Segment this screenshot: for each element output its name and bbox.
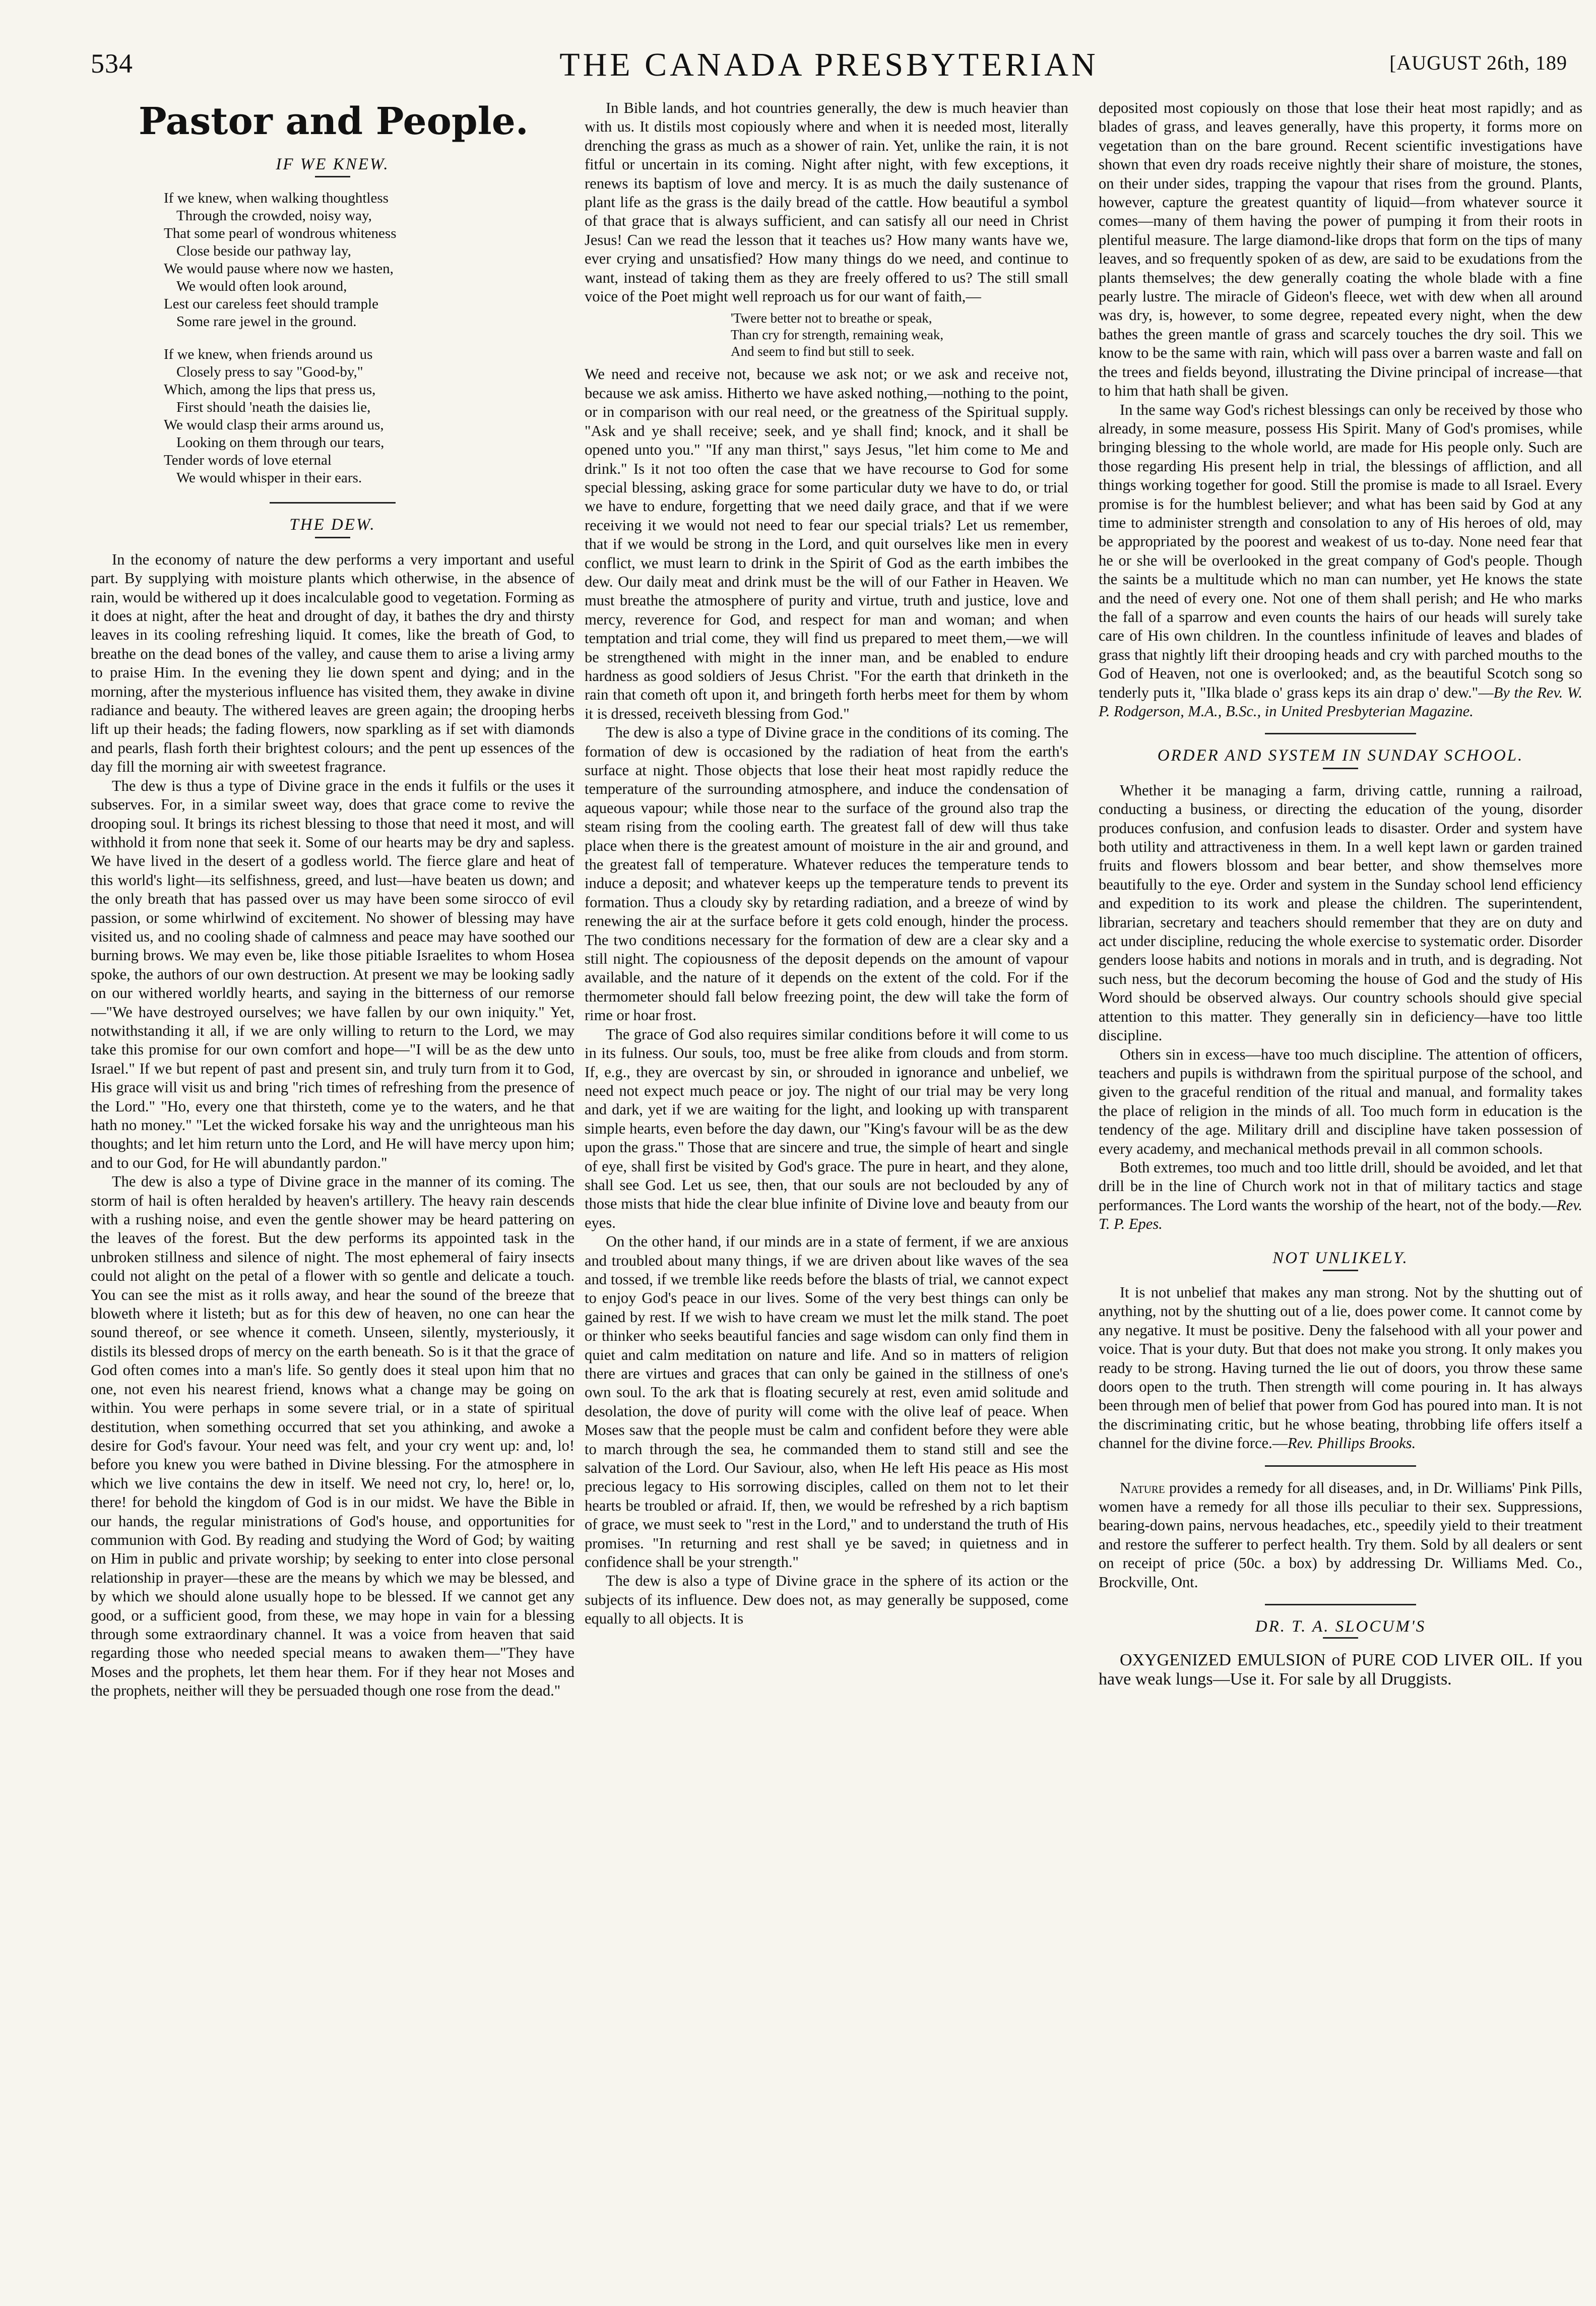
column-3 bbox=[1099, 99, 1582, 2281]
page-number: 534 bbox=[91, 48, 133, 79]
section-rule bbox=[1265, 1465, 1416, 1467]
advertisement: OXYGENIZED EMULSION of PURE COD LIVER OIL. If you have weak lungs—Use it. For sale by all Druggists. bbox=[1099, 1651, 1582, 1689]
quote-line: 'Twere better not to breathe or speak, bbox=[731, 310, 932, 326]
poem-line: Lest our careless feet should trample bbox=[164, 296, 378, 313]
issue-date: [AUGUST 26th, 189 bbox=[1389, 51, 1567, 74]
title-rule bbox=[1323, 1270, 1358, 1271]
poem-line: If we knew, when walking thoughtless bbox=[164, 190, 389, 207]
title-rule bbox=[315, 537, 350, 538]
poem-line: We would whisper in their ears. bbox=[176, 470, 362, 486]
poem-stanza bbox=[91, 190, 574, 331]
poem-line: If we knew, when friends around us bbox=[164, 346, 373, 363]
body-paragraph bbox=[1099, 401, 1582, 721]
article-title: NOT UNLIKELY. bbox=[1272, 1249, 1409, 1267]
byline: Rev. Phillips Brooks. bbox=[1288, 1435, 1416, 1452]
column-2 bbox=[585, 99, 1068, 1629]
body-paragraph: The grace of God also requires similar conditions before it will come to us in its fulness. Our souls, too, must be free alike from clouds and from storm. If, e.g., they are overcast by sin, or shrouded in ignorance and unbelief, we need not expect much peace or joy. The night of our trial may be very long and dark, yet if we are waiting for the light, and looking up with transparent simple hearts, even before the day dawn, our "King's favour will be as the dew upon the grass." Those that are sincere and true, the simple of heart and single of eye, shall first be visited by God's grace. The pure in heart, and they alone, shall see God. Let us see, then, that our souls are not beclouded by any of those mists that hide the clear blue infinite of Divine love and beauty from our eyes. bbox=[585, 1025, 1068, 1231]
body-paragraph: We need and receive not, because we ask not; or we ask and receive not, because we ask amiss. Hitherto we have asked nothing,—nothing to the point, or in comparison with our real need, or the greatness of the Spiritual supply. "Ask and ye shall receive; seek, and ye shall find; knock, and it shall be opened unto you." "If any man thirst," says Jesus, "let him come to Me and drink." Is it not too often the case that we have recourse to God for some special blessing, asking grace for some particular duty we have to do, or trial we have to endure, forgetting that we need daily grace, and that if we were receiving it we would not need to fear our special trials? Let us remember, that if we would be strong in the Lord, and quit ourselves like men in every conflict, we must learn to drink in the Spirit of God as the earth imbibes the dew. Our daily meat and drink must be the will of our Father in Heaven. We must breathe the atmosphere of purity and virtue, truth and justice, love and mercy, reverence for God, and respect for man and woman; and when temptation and trial come, they will find us prepared to meet them,—we will be strengthened with might in the inner man, and be enabled to endure hardness as good soldiers of Jesus Christ. "For the earth that drinketh in the rain that cometh oft upon it, and bringeth forth herbs meet for them by whom it is dressed, receiveth blessing from God." bbox=[585, 365, 1068, 722]
poem bbox=[91, 190, 574, 487]
journal-title: THE CANADA PRESBYTERIAN bbox=[559, 46, 1099, 83]
poem-line: Some rare jewel in the ground. bbox=[176, 314, 357, 330]
article-title: ORDER AND SYSTEM IN SUNDAY SCHOOL. bbox=[1157, 746, 1524, 765]
section-rule bbox=[270, 502, 396, 504]
body-paragraph: On the other hand, if our minds are in a state of ferment, if we are anxious and troubled about many things, if we are driven about like waves of the sea and tossed, if we tremble like reeds before the blasts of trial, we cannot expect to enjoy God's peace in our lives. Some of the very best things can only be gained by rest. If we wish to have cream we must let the milk stand. The poet or thinker who seeks beautiful fancies and sage wisdom can only find them in quiet and calm meditation on nature and life. And so in matters of religion there are virtues and graces that can only be gained in the stillness of one's own soul. To the ark that is floating securely at rest, even amid solitude and desolation, the dove of purity will come with the olive leaf of peace. When Moses saw that the people must be calm and confident before they were able to march through the sea, he commanded them to stand still and see the salvation of the Lord. Our Saviour, also, when He left His peace as His most precious legacy to His sorrowing disciples, called on them not to let their hearts be troubled or afraid. If, then, we would be refreshed by a rich baptism of grace, we must seek to "rest in the Lord," and to understand the truth of His promises. "In returning and rest shall ye be saved; in quietness and in confidence shall be your strength." bbox=[585, 1233, 1068, 1571]
poem-line: First should 'neath the daisies lie, bbox=[176, 399, 371, 416]
poem-title: IF WE KNEW. bbox=[276, 155, 390, 173]
body-paragraph: The dew is also a type of Divine grace in the sphere of its action or the subjects of its influence. Dew does not, as may generally be supposed, come equally to all objects. It is bbox=[585, 1572, 1068, 1628]
body-paragraph: deposited most copiously on those that lose their heat most rapidly; and as blades of grass, and leaves generally, have this property, it forms more on vegetation than on the bare ground. Recent scientific investigations have shown that even dry roads receive nightly their share of moisture, the stones, on their under sides, trapping the vapour that rises from the ground. Plants, however, capture the greatest quantity of liquid—from whatever source it comes—many of them having the power of pumping it from their roots in plentiful measure. The large diamond-like drops that form on the tips of many leaves, and so frequently spoken of as dew, are said to be exudations from the plants themselves; the dew generally coating the whole blade with a fine pearly lustre. The miracle of Gideon's fleece, wet with dew when all around was dry, is, however, to some degree, repeated every night, when the dew bathes the green mantle of grass and scarcely touches the dry soil. This we know to be the same with rain, which will pass over a barren waste and fall on the trees and fields beyond, illustrating the Divine principal of increase—that to him that hath shall be given. bbox=[1099, 99, 1582, 400]
poem-line: Which, among the lips that press us, bbox=[164, 382, 376, 398]
poem-line: We would often look around, bbox=[176, 278, 347, 295]
verse-quote bbox=[731, 310, 1068, 360]
article-title: THE DEW. bbox=[289, 516, 376, 534]
poem-line: Tender words of love eternal bbox=[164, 452, 332, 469]
masthead bbox=[91, 48, 1567, 83]
body-paragraph: In the economy of nature the dew performs a very important and useful part. By supplying with moisture plants which otherwise, in the absence of rain, would be withered up it does incalculable good to vegetation. Forming as it does at night, after the heat and drought of day, it bathes the dry and thirsty leaves in its cooling refreshing liquid. It comes, like the breath of God, to breathe on the dead bones of the valley, and cause them to arise a living army to praise Him. In the evening they lie down spent and dying; and in the morning, after the mysterious influence has visited them, they awake in divine radiance and beauty. The withered leaves are green again; the drooping herbs lift up their heads; the fading flowers, now sparkling as if set with diamonds and pearls, flash forth their brightest colours; and the pent up essences of the day fill the morning air with sweetest fragrance. bbox=[91, 550, 574, 776]
column-1 bbox=[91, 99, 574, 1701]
department-heading: Pastor and People. bbox=[139, 100, 529, 143]
body-paragraph: In Bible lands, and hot countries generally, the dew is much heavier than with us. It distils most copiously where and when it is needed most, literally drenching the grass as much as a shower of rain. Yet, unlike the rain, it is not fitful or uncertain in its coming. Night after night, with few exceptions, it renews its baptism of love and mercy. It is as much the daily sustenance of plant life as the grass is the daily bread of the cattle. How beautiful a symbol of that grace that is always sufficient, and can satisfy all our need in Christ Jesus! Can we read the lesson that it teaches us? How many wants have we, ever crying and unsatisfied? How many things do we need, and continue to want, instead of taking them as they are freely offered to us? The still small voice of the Poet might well reproach us for our want of faith,— bbox=[585, 99, 1068, 305]
body-paragraph: The dew is also a type of Divine grace in the conditions of its coming. The formation of dew is occasioned by the radiation of heat from the earth's surface at night. Those objects that lose their heat most rapidly reduce the temperature of the surrounding atmosphere, and induce the condensation of aqueous vapour; while those near to the surface of the ground also trap the steam rising from the cooling earth. The greatest fall of dew will thus take place when there is the greatest amount of moisture in the air and ground, and the greatest fall of temperature. Whatever reduces the temperature tends to induce a deposit; and whatever keeps up the temperature tends to prevent its formation. Thus a cloudy sky by retarding radiation, and a breeze of wind by renewing the air at the surface before it gets cold enough, hinder the process. The two conditions necessary for the formation of dew are a clear sky and a still night. The copiousness of the deposit depends on the amount of vapour available, and the nature of it depends on the extent of the cold. For if the thermometer should fall below freezing point, the dew will take the form of rime or hoar frost. bbox=[585, 724, 1068, 1024]
poem-line: We would pause where now we hasten, bbox=[164, 261, 394, 277]
section-rule bbox=[1265, 1604, 1416, 1605]
poem-line: Looking on them through our tears, bbox=[176, 434, 385, 451]
title-rule bbox=[315, 176, 350, 177]
poem-line: Close beside our pathway lay, bbox=[176, 243, 351, 260]
poem-line: That some pearl of wondrous whiteness bbox=[164, 225, 397, 242]
poem-line: Through the crowded, noisy way, bbox=[176, 208, 372, 224]
body-paragraph: Others sin in excess—have too much discipline. The attention of officers, teachers and pupils is withdrawn from the spiritual purpose of the school, and given to the graceful rendition of the ritual and manual, and formality takes the place of religion in the minds of all. Too much form in education is the tendency of the age. Military drill and discipline have taken possession of every academy, and mechanical methods prevail in all common schools. bbox=[1099, 1045, 1582, 1157]
body-paragraph: The dew is also a type of Divine grace in the manner of its coming. The storm of hail is often heralded by heaven's artillery. The heavy rain descends with a rushing noise, and even the gentle shower may be heard pattering on the leaves of the forest. But the dew performs its appointed task in the unbroken stillness and silence of night. The most ephemeral of fairy insects could not alight on the petal of a flower with so gentle and delicate a touch. You can see the mist as it rolls away, and hear the sound of the breeze that bloweth where it listeth; but as for this dew of heaven, no one can hear the sound thereof, or see whence it cometh. Unseen, silently, mysteriously, it distils its blessed drops of mercy on the earth beneath. So is it that the grace of God often comes into a man's life. So gently does it steal upon him that no one, not even his nearest friend, knows what a change may be going on within. You were perhaps in some severe trial, or in a state of spiritual destitution, when something occurred that set you athinking, and awoke a desire for God's favour. Your need was felt, and your cry went up: and, lo! before you knew you were bathed in Divine blessing. For the atmosphere in which we live contains the dew in itself. We need not cry, lo, here! or, lo, there! for behold the kingdom of God is in our midst. We have the Bible in our hands, the regular ministrations of God's house, and opportunities for communion with God. By reading and studying the Word of God; by waiting on Him in public and private worship; by seeking to enter into close personal relationship in prayer—these are the means by which we may be blessed, and by which we should alone usually hope to be blessed. If we cannot get any good, or a sufficient good, from these, we may hope in vain for a blessing through some extraordinary channel. It was a voice from heaven that said regarding those who needed special means to awaken them—"They have Moses and the prophets, let them hear them. For if they hear not Moses and the prophets, neither will they be persuaded though one rose from the dead." bbox=[91, 1173, 574, 1700]
body-paragraph bbox=[1099, 1158, 1582, 1234]
paragraph-text: Both extremes, too much and too little drill, should be avoided, and let that drill be in the line of Church work not in that of military tactics and stage performances. The Lord wants the worship of the heart, not of the body.— bbox=[1099, 1158, 1582, 1214]
title-rule bbox=[1323, 1637, 1358, 1639]
poem-line: Closely press to say "Good-by," bbox=[176, 364, 363, 381]
paragraph-text: It is not unbelief that makes any man strong. Not by the shutting out of anything, not by the shutting out of a lie, does power come. It cannot come by any negative. It must be positive. Deny the falsehood with all your power and voice. That is your duty. But that does not make you strong. It only makes you ready to be strong. Having turned the lie out of doors, you throw these same doors open to the truth. Then strength will come pouring in. It has always been through men of belief that power from God has poured into man. It is not the discriminating critic, but he whose beating, throbbing life offers itself a channel for the divine force.— bbox=[1099, 1283, 1582, 1452]
quote-line: And seem to find but still to seek. bbox=[731, 344, 915, 359]
body-paragraph bbox=[1099, 1283, 1582, 1453]
body-paragraph: Whether it be managing a farm, driving cattle, running a railroad, conducting a business, or directing the education of the young, disorder produces confusion, and confusion leads to disaster. Order and system have both utility and attractiveness in them. In a well kept lawn or garden trained fruits and flowers blossom and bear better, and show themselves more beautifully to the eye. Order and system in the Sunday school lend efficiency and expedition to its work and please the children. The superintendent, librarian, secretary and teachers should remember that they are on duty and act under discipline, reducing the whole exercise to systematic order. Disorder genders loose habits and notions in morals and in truth, and is degrading. Not such ness, but the decorum becoming the house of God and the study of His Word should be observed always. Our country schools should give special attention to this matter. They generally sin in deficiency—have too little discipline. bbox=[1099, 781, 1582, 1044]
title-rule bbox=[1323, 768, 1358, 769]
ad-lead-word: Nature bbox=[1120, 1479, 1165, 1497]
ad-heading: DR. T. A. SLOCUM'S bbox=[1255, 1617, 1426, 1636]
ad-text: provides a remedy for all diseases, and, in Dr. Williams' Pink Pills, women have a remedy for all those ills peculiar to their sex. Suppressions, bearing-down pains, nervous headaches, etc., speedily yield to their treatment and restore the sufferer to perfect health. Try them. Sold by all dealers or sent on receipt of price (50c. a box) by addressing Dr. Williams Med. Co., Brockville, Ont. bbox=[1099, 1479, 1582, 1591]
advertisement bbox=[1099, 1479, 1582, 1592]
poem-line: We would clasp their arms around us, bbox=[164, 417, 384, 433]
byline: Rev. T. P. Epes. bbox=[1099, 1196, 1582, 1233]
quote-line: Than cry for strength, remaining weak, bbox=[731, 327, 944, 343]
body-paragraph: The dew is thus a type of Divine grace in the ends it fulfils or the uses it subserves. For, in a similar sweet way, does that grace come to revive the drooping soul. It brings its richest blessing to those that need it most, and will withhold it from none that seek it. Some of our hearts may be dry and sapless. We have lived in the desert of a godless world. The fierce glare and heat of this world's light—its selfishness, greed, and lust—have beaten us down; and the only breath that has passed over us may have been some sirocco of evil passion, or some whirlwind of excitement. No shower of blessing may have visited us, and no cooling shade of calmness and peace may have soothed our burning brows. We may even be, like those pitiable Israelites to whom Hosea spoke, the authors of our own destruction. At present we may be looking sadly on our withered worldly hearts, and saying in the bitterness of our remorse—"We have destroyed ourselves; we have fallen by our own iniquity." Yet, notwithstanding it all, if we are only willing to return to the Lord, we may take this promise for our own comfort and hope—"I will be as the dew unto Israel." If we but repent of past and present sin, and truly turn from it to God, His grace will visit us and bring "rich times of refreshing from the presence of the Lord." "Ho, every one that thirsteth, come ye to the waters, and he that hath no money." "Let the wicked forsake his way and the unrighteous man his thoughts; and let him return unto the Lord, and He will have mercy upon him; and to our God, for He will abundantly pardon." bbox=[91, 777, 574, 1171]
byline: By the Rev. W. P. Rodgerson, M.A., B.Sc., in United Presbyterian Magazine. bbox=[1099, 683, 1582, 720]
section-rule bbox=[1265, 733, 1416, 734]
poem-stanza bbox=[91, 346, 574, 487]
paragraph-text: In the same way God's richest blessings can only be received by those who already, in some measure, possess His Spirit. Many of God's promises, while bringing blessing to the whole world, are made for His people only. Such are those regarding His present help in trial, the blessings of affliction, and all things working together for good. Still the promise is made to all Israel. Every promise is for the humblest believer; and what has been said by God at any time to administer strength and consolation to any of His heroes of old, may be appropriated by the poorest and weakest of us to-day. None need fear that he or she will be overlooked in the great company of God's people. Though the saints be a multitude which no man can number, yet He knows the state and the need of every one. Not one of them shall perish; and He who marks the fall of a sparrow and even counts the hairs of our heads will surely take care of His own children. In the countless infinitude of leaves and blades of grass that nightly lift their drooping heads and cry with parched mouths to the God of Heaven, not one is overlooked; and, as the beautiful Scotch song so tenderly puts it, "Ilka blade o' grass keps its ain drap o' dew."— bbox=[1099, 401, 1582, 701]
